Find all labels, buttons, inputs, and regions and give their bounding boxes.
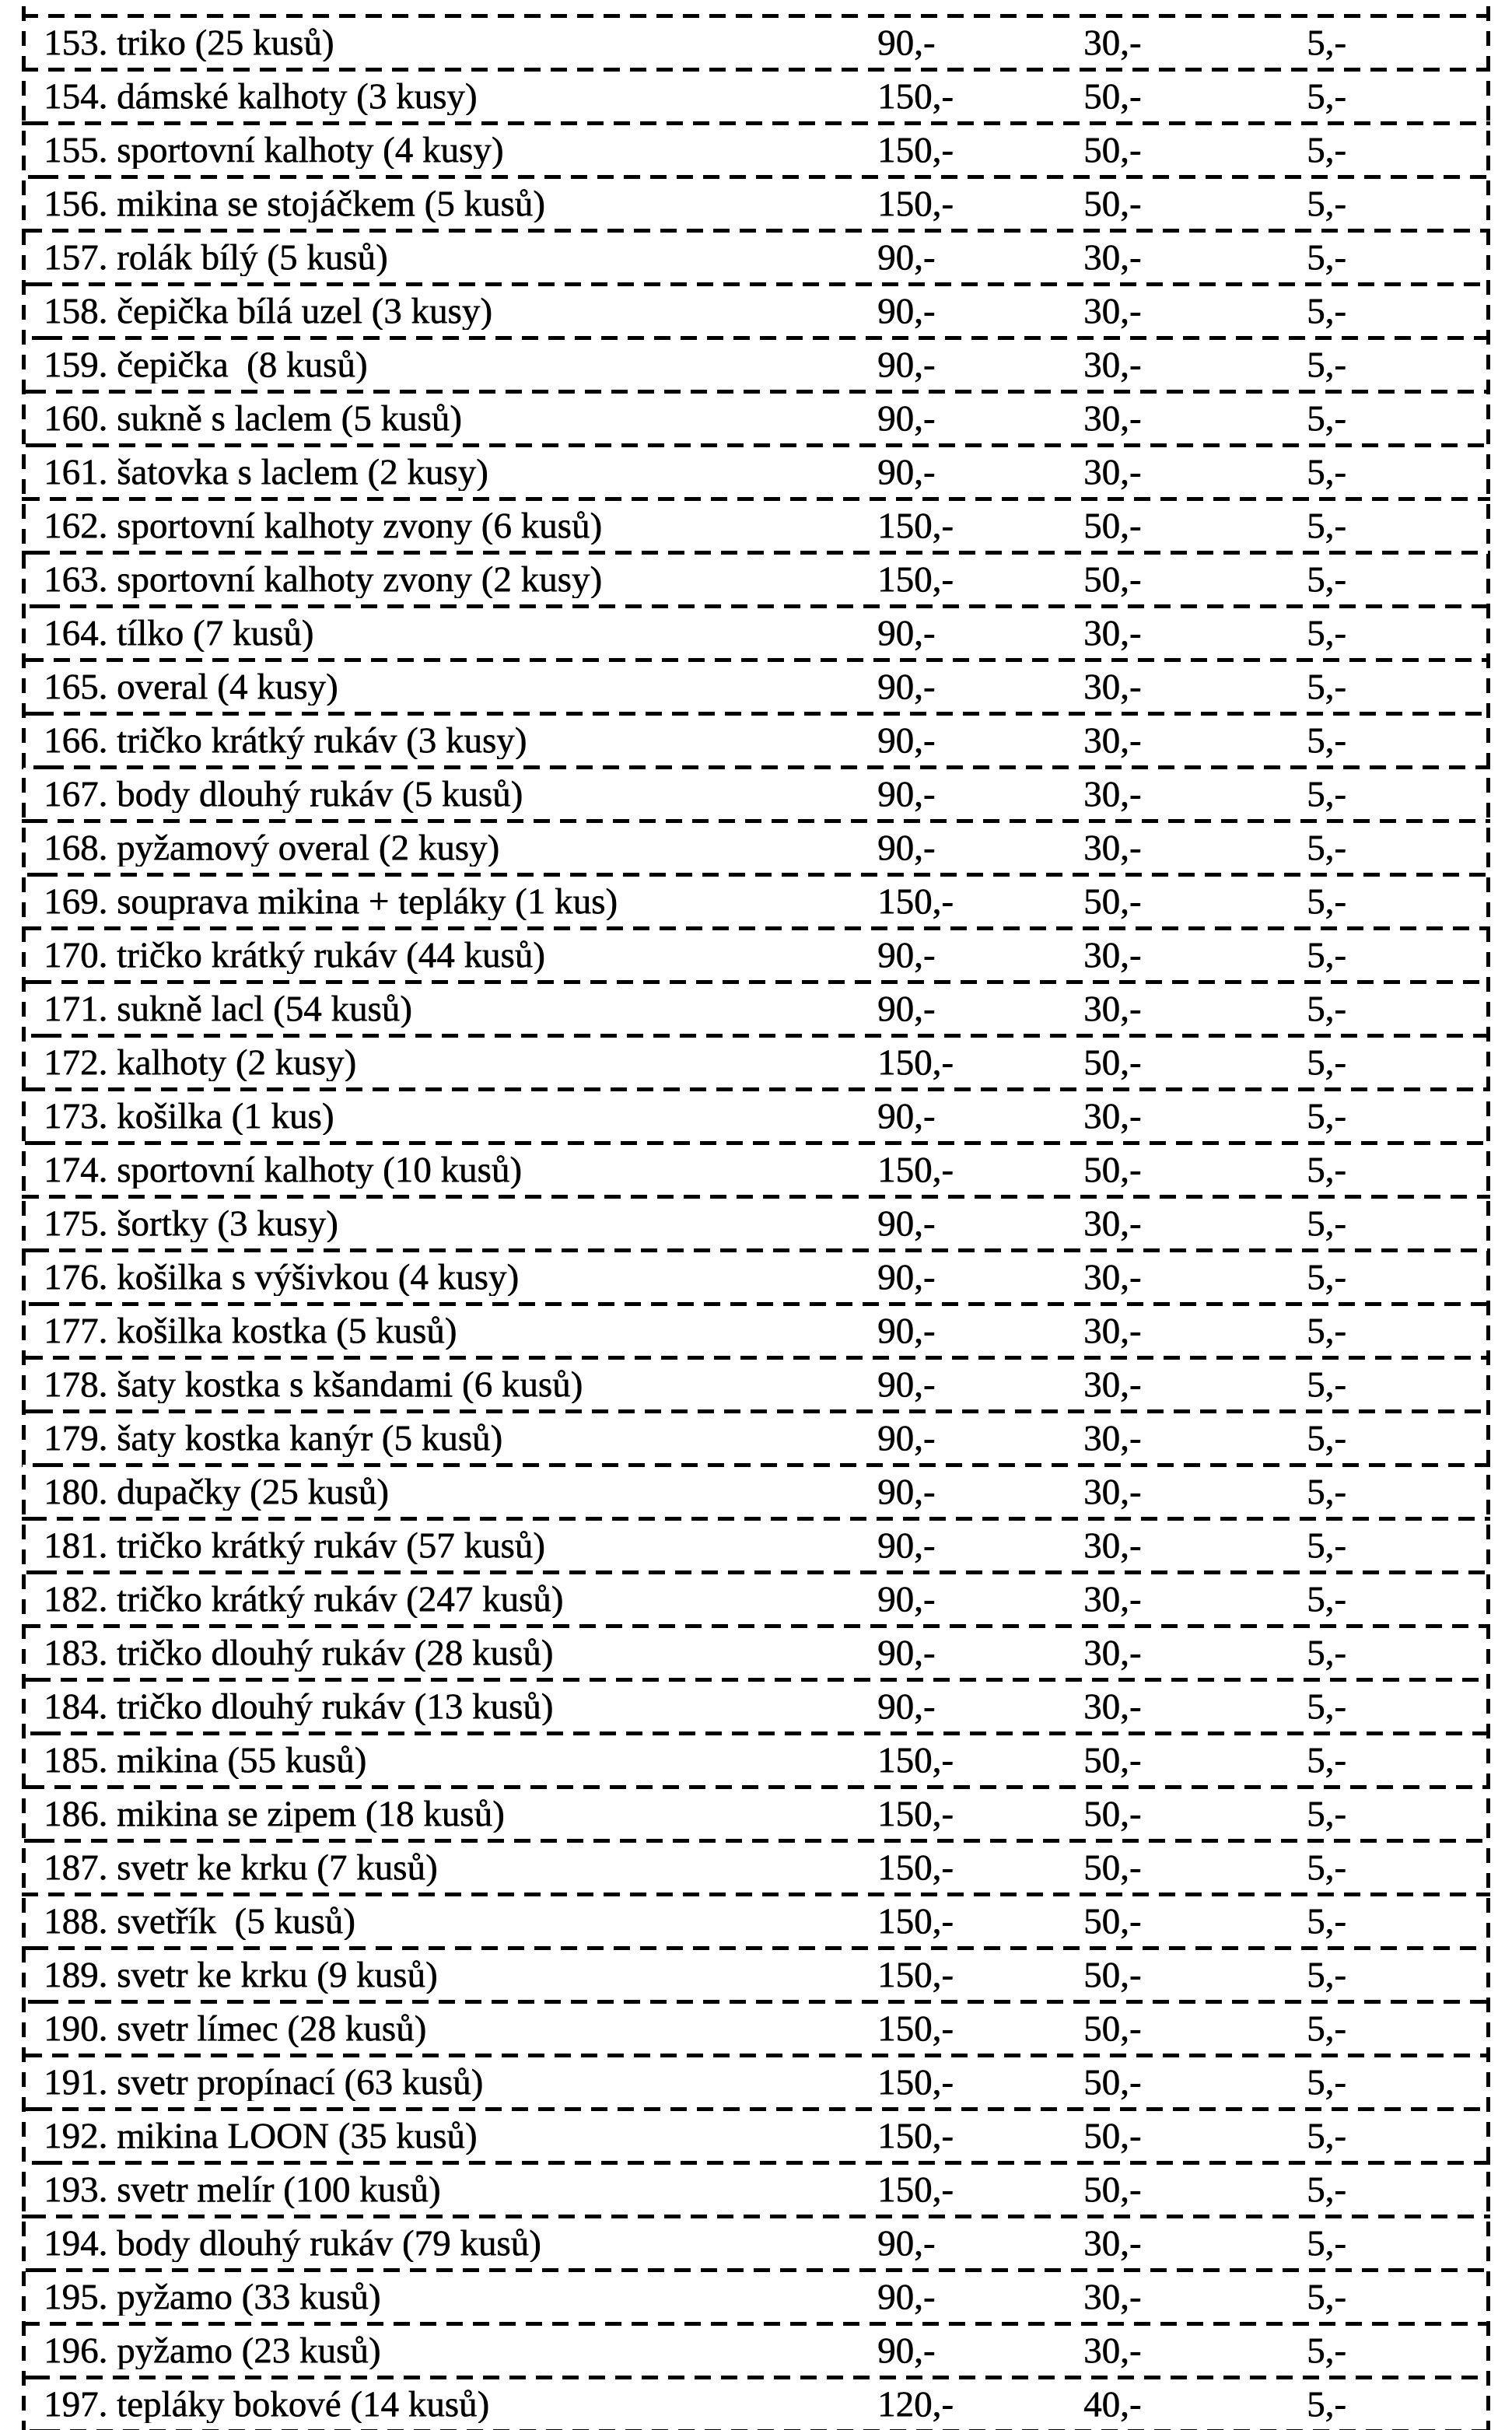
table-row [22,984,1490,1034]
price-col-3: 5,- [1307,346,1346,383]
table-row [22,340,1490,390]
item-label: 156. mikina se stojáčkem (5 kusů) [44,185,545,222]
price-col-2: 30,- [1083,1259,1142,1296]
item-label: 197. tepláky bokové (14 kusů) [44,2386,490,2423]
price-col-2: 30,- [1083,239,1142,276]
price-col-3: 5,- [1307,1098,1346,1135]
item-label: 191. svetr propínací (63 kusů) [44,2064,484,2101]
price-col-2: 30,- [1083,1527,1142,1564]
table-row [22,555,1490,604]
table-row [22,1252,1490,1302]
price-col-1: 90,- [877,1634,936,1672]
price-col-2: 50,- [1083,185,1142,222]
table-row [22,1950,1490,2000]
price-col-2: 50,- [1083,1849,1142,1886]
table-row [22,1413,1490,1463]
price-col-3: 5,- [1307,1312,1346,1350]
price-col-3: 5,- [1307,292,1346,330]
item-label: 158. čepička bílá uzel (3 kusy) [44,292,492,330]
price-col-1: 150,- [877,2064,954,2101]
price-col-3: 5,- [1307,668,1346,706]
table-row [22,2057,1490,2107]
table-row [22,286,1490,336]
item-label: 159. čepička (8 kusů) [44,346,368,383]
price-col-2: 50,- [1083,2171,1142,2208]
price-col-1: 90,- [877,990,936,1028]
price-col-1: 150,- [877,561,954,598]
price-col-2: 50,- [1083,1956,1142,1994]
item-label: 176. košilka s výšivkou (4 kusy) [44,1259,519,1296]
price-col-3: 5,- [1307,2010,1346,2047]
price-col-3: 5,- [1307,1634,1346,1672]
item-label: 163. sportovní kalhoty zvony (2 kusy) [44,561,602,598]
item-label: 194. body dlouhý rukáv (79 kusů) [44,2225,541,2262]
item-label: 165. overal (4 kusy) [44,668,338,706]
price-col-2: 30,- [1083,292,1142,330]
price-col-2: 30,- [1083,2332,1142,2369]
table-row [22,501,1490,551]
price-col-2: 30,- [1083,1205,1142,1242]
price-col-2: 30,- [1083,829,1142,867]
price-col-3: 5,- [1307,1795,1346,1833]
table-row [22,2379,1490,2429]
price-col-3: 5,- [1307,1688,1346,1725]
price-col-3: 5,- [1307,937,1346,974]
table-row [22,1091,1490,1141]
price-col-1: 90,- [877,1420,936,1457]
price-col-2: 30,- [1083,400,1142,437]
table-row [22,18,1490,68]
price-col-3: 5,- [1307,78,1346,115]
item-label: 183. tričko dlouhý rukáv (28 kusů) [44,1634,554,1672]
price-col-2: 30,- [1083,346,1142,383]
price-col-1: 90,- [877,1473,936,1511]
item-label: 196. pyžamo (23 kusů) [44,2332,381,2369]
item-label: 186. mikina se zipem (18 kusů) [44,1795,505,1833]
price-col-3: 5,- [1307,1259,1346,1296]
table-row [22,823,1490,873]
price-col-1: 150,- [877,1956,954,1994]
price-col-3: 5,- [1307,507,1346,544]
table-row [22,233,1490,282]
price-col-3: 5,- [1307,1527,1346,1564]
price-col-1: 90,- [877,2332,936,2369]
item-label: 184. tričko dlouhý rukáv (13 kusů) [44,1688,554,1725]
table-row [22,1896,1490,1946]
table-row [22,877,1490,926]
price-col-2: 30,- [1083,1688,1142,1725]
price-col-3: 5,- [1307,561,1346,598]
table-row [22,2218,1490,2268]
item-label: 157. rolák bílý (5 kusů) [44,239,388,276]
table-row [22,394,1490,443]
price-col-2: 50,- [1083,1044,1142,1081]
price-col-2: 30,- [1083,2225,1142,2262]
price-col-2: 40,- [1083,2386,1142,2423]
price-col-2: 30,- [1083,668,1142,706]
table-row [22,2004,1490,2054]
item-label: 179. šaty kostka kanýr (5 kusů) [44,1420,503,1457]
price-col-3: 5,- [1307,1420,1346,1457]
price-col-3: 5,- [1307,239,1346,276]
table-row [22,447,1490,497]
price-col-1: 90,- [877,1312,936,1350]
table-row [22,2111,1490,2161]
price-col-1: 90,- [877,668,936,706]
price-col-2: 50,- [1083,883,1142,920]
price-col-2: 30,- [1083,1634,1142,1672]
price-col-3: 5,- [1307,2225,1346,2262]
price-col-3: 5,- [1307,2064,1346,2101]
price-col-3: 5,- [1307,400,1346,437]
table-row [22,2326,1490,2376]
price-col-3: 5,- [1307,883,1346,920]
price-col-2: 50,- [1083,2010,1142,2047]
table-row [22,1145,1490,1195]
item-label: 164. tílko (7 kusů) [44,615,314,652]
table-row [22,1574,1490,1624]
price-col-3: 5,- [1307,1742,1346,1779]
price-col-1: 90,- [877,400,936,437]
price-col-3: 5,- [1307,24,1346,61]
price-col-3: 5,- [1307,2278,1346,2316]
item-label: 167. body dlouhý rukáv (5 kusů) [44,776,523,813]
price-col-1: 90,- [877,829,936,867]
table-row [22,1038,1490,1087]
price-col-3: 5,- [1307,1903,1346,1940]
price-col-1: 120,- [877,2386,954,2423]
price-col-1: 90,- [877,615,936,652]
price-col-2: 50,- [1083,131,1142,169]
price-col-1: 90,- [877,239,936,276]
item-label: 162. sportovní kalhoty zvony (6 kusů) [44,507,602,544]
price-col-1: 150,- [877,1742,954,1779]
item-label: 169. souprava mikina + tepláky (1 kus) [44,883,618,920]
price-col-2: 50,- [1083,1795,1142,1833]
price-col-2: 50,- [1083,2117,1142,2155]
price-col-3: 5,- [1307,1581,1346,1618]
table-row [22,1628,1490,1678]
price-col-3: 5,- [1307,2117,1346,2155]
price-col-1: 90,- [877,2278,936,2316]
price-col-1: 90,- [877,346,936,383]
price-col-1: 150,- [877,1795,954,1833]
price-col-3: 5,- [1307,1473,1346,1511]
price-col-2: 30,- [1083,1420,1142,1457]
price-col-1: 90,- [877,1366,936,1403]
item-label: 193. svetr melír (100 kusů) [44,2171,441,2208]
price-col-3: 5,- [1307,1849,1346,1886]
item-label: 192. mikina LOON (35 kusů) [44,2117,478,2155]
item-label: 175. šortky (3 kusy) [44,1205,338,1242]
price-col-1: 150,- [877,185,954,222]
price-col-1: 150,- [877,1903,954,1940]
price-col-3: 5,- [1307,1044,1346,1081]
table-row [22,1789,1490,1839]
price-col-3: 5,- [1307,1151,1346,1189]
price-col-2: 30,- [1083,2278,1142,2316]
price-col-3: 5,- [1307,2171,1346,2208]
price-col-2: 30,- [1083,776,1142,813]
item-label: 155. sportovní kalhoty (4 kusy) [44,131,504,169]
item-label: 170. tričko krátký rukáv (44 kusů) [44,937,545,974]
price-col-2: 50,- [1083,1151,1142,1189]
price-col-1: 150,- [877,78,954,115]
table-row [22,72,1490,121]
item-label: 185. mikina (55 kusů) [44,1742,367,1779]
item-label: 187. svetr ke krku (7 kusů) [44,1849,438,1886]
price-col-2: 30,- [1083,1366,1142,1403]
price-col-2: 50,- [1083,561,1142,598]
price-col-2: 50,- [1083,1742,1142,1779]
price-col-3: 5,- [1307,2332,1346,2369]
price-col-1: 150,- [877,883,954,920]
item-label: 171. sukně lacl (54 kusů) [44,990,412,1028]
table-row [22,1360,1490,1409]
price-col-2: 30,- [1083,453,1142,491]
item-label: 161. šatovka s laclem (2 kusy) [44,453,488,491]
price-col-2: 30,- [1083,1473,1142,1511]
table-row [22,179,1490,229]
price-col-1: 150,- [877,1044,954,1081]
price-col-3: 5,- [1307,776,1346,813]
price-col-3: 5,- [1307,615,1346,652]
table-row [22,1467,1490,1517]
price-col-2: 50,- [1083,78,1142,115]
table-row [22,716,1490,765]
price-col-2: 30,- [1083,1098,1142,1135]
price-col-1: 150,- [877,1849,954,1886]
price-col-2: 30,- [1083,615,1142,652]
item-label: 188. svetřík (5 kusů) [44,1903,355,1940]
table-row [22,1682,1490,1731]
price-col-1: 90,- [877,453,936,491]
price-col-3: 5,- [1307,185,1346,222]
table-row [22,662,1490,712]
table-row [22,608,1490,658]
price-list-table [22,14,1490,2430]
item-label: 181. tričko krátký rukáv (57 kusů) [44,1527,545,1564]
price-col-3: 5,- [1307,131,1346,169]
table-row [22,2165,1490,2215]
table-row [22,769,1490,819]
table-row [22,2272,1490,2322]
item-label: 166. tričko krátký rukáv (3 kusy) [44,722,527,759]
table-row [22,125,1490,175]
price-col-1: 90,- [877,1581,936,1618]
item-label: 172. kalhoty (2 kusy) [44,1044,357,1081]
price-col-1: 150,- [877,1151,954,1189]
item-label: 173. košilka (1 kus) [44,1098,334,1135]
price-col-1: 150,- [877,131,954,169]
price-col-1: 90,- [877,2225,936,2262]
price-col-3: 5,- [1307,2386,1346,2423]
price-col-1: 90,- [877,1688,936,1725]
item-label: 168. pyžamový overal (2 kusy) [44,829,500,867]
price-col-2: 30,- [1083,990,1142,1028]
item-label: 177. košilka kostka (5 kusů) [44,1312,457,1350]
price-col-2: 30,- [1083,722,1142,759]
price-col-1: 90,- [877,1259,936,1296]
table-row [22,1735,1490,1785]
price-col-2: 30,- [1083,1312,1142,1350]
item-label: 154. dámské kalhoty (3 kusy) [44,78,478,115]
item-label: 153. triko (25 kusů) [44,24,334,61]
item-label: 182. tričko krátký rukáv (247 kusů) [44,1581,564,1618]
price-col-1: 150,- [877,2171,954,2208]
price-col-1: 90,- [877,1527,936,1564]
price-col-1: 90,- [877,776,936,813]
table-row [22,930,1490,980]
price-col-1: 150,- [877,2010,954,2047]
price-col-1: 90,- [877,1205,936,1242]
price-col-3: 5,- [1307,1205,1346,1242]
item-label: 195. pyžamo (33 kusů) [44,2278,381,2316]
table-row [22,1521,1490,1570]
item-label: 178. šaty kostka s kšandami (6 kusů) [44,1366,583,1403]
item-label: 160. sukně s laclem (5 kusů) [44,400,462,437]
price-col-3: 5,- [1307,1956,1346,1994]
price-col-1: 150,- [877,2117,954,2155]
price-col-1: 90,- [877,1098,936,1135]
price-col-1: 90,- [877,722,936,759]
table-row [22,1306,1490,1356]
item-label: 180. dupačky (25 kusů) [44,1473,389,1511]
price-col-2: 30,- [1083,937,1142,974]
price-col-1: 90,- [877,292,936,330]
item-label: 189. svetr ke krku (9 kusů) [44,1956,438,1994]
price-col-3: 5,- [1307,990,1346,1028]
price-col-2: 50,- [1083,2064,1142,2101]
price-col-3: 5,- [1307,829,1346,867]
price-col-3: 5,- [1307,722,1346,759]
table-row [22,1199,1490,1248]
price-col-2: 50,- [1083,507,1142,544]
price-col-2: 30,- [1083,1581,1142,1618]
price-col-1: 90,- [877,937,936,974]
item-label: 174. sportovní kalhoty (10 kusů) [44,1151,522,1189]
price-col-1: 150,- [877,507,954,544]
price-col-2: 30,- [1083,24,1142,61]
table-row [22,1843,1490,1893]
price-col-1: 90,- [877,24,936,61]
price-col-3: 5,- [1307,1366,1346,1403]
price-col-3: 5,- [1307,453,1346,491]
item-label: 190. svetr límec (28 kusů) [44,2010,427,2047]
price-col-2: 50,- [1083,1903,1142,1940]
